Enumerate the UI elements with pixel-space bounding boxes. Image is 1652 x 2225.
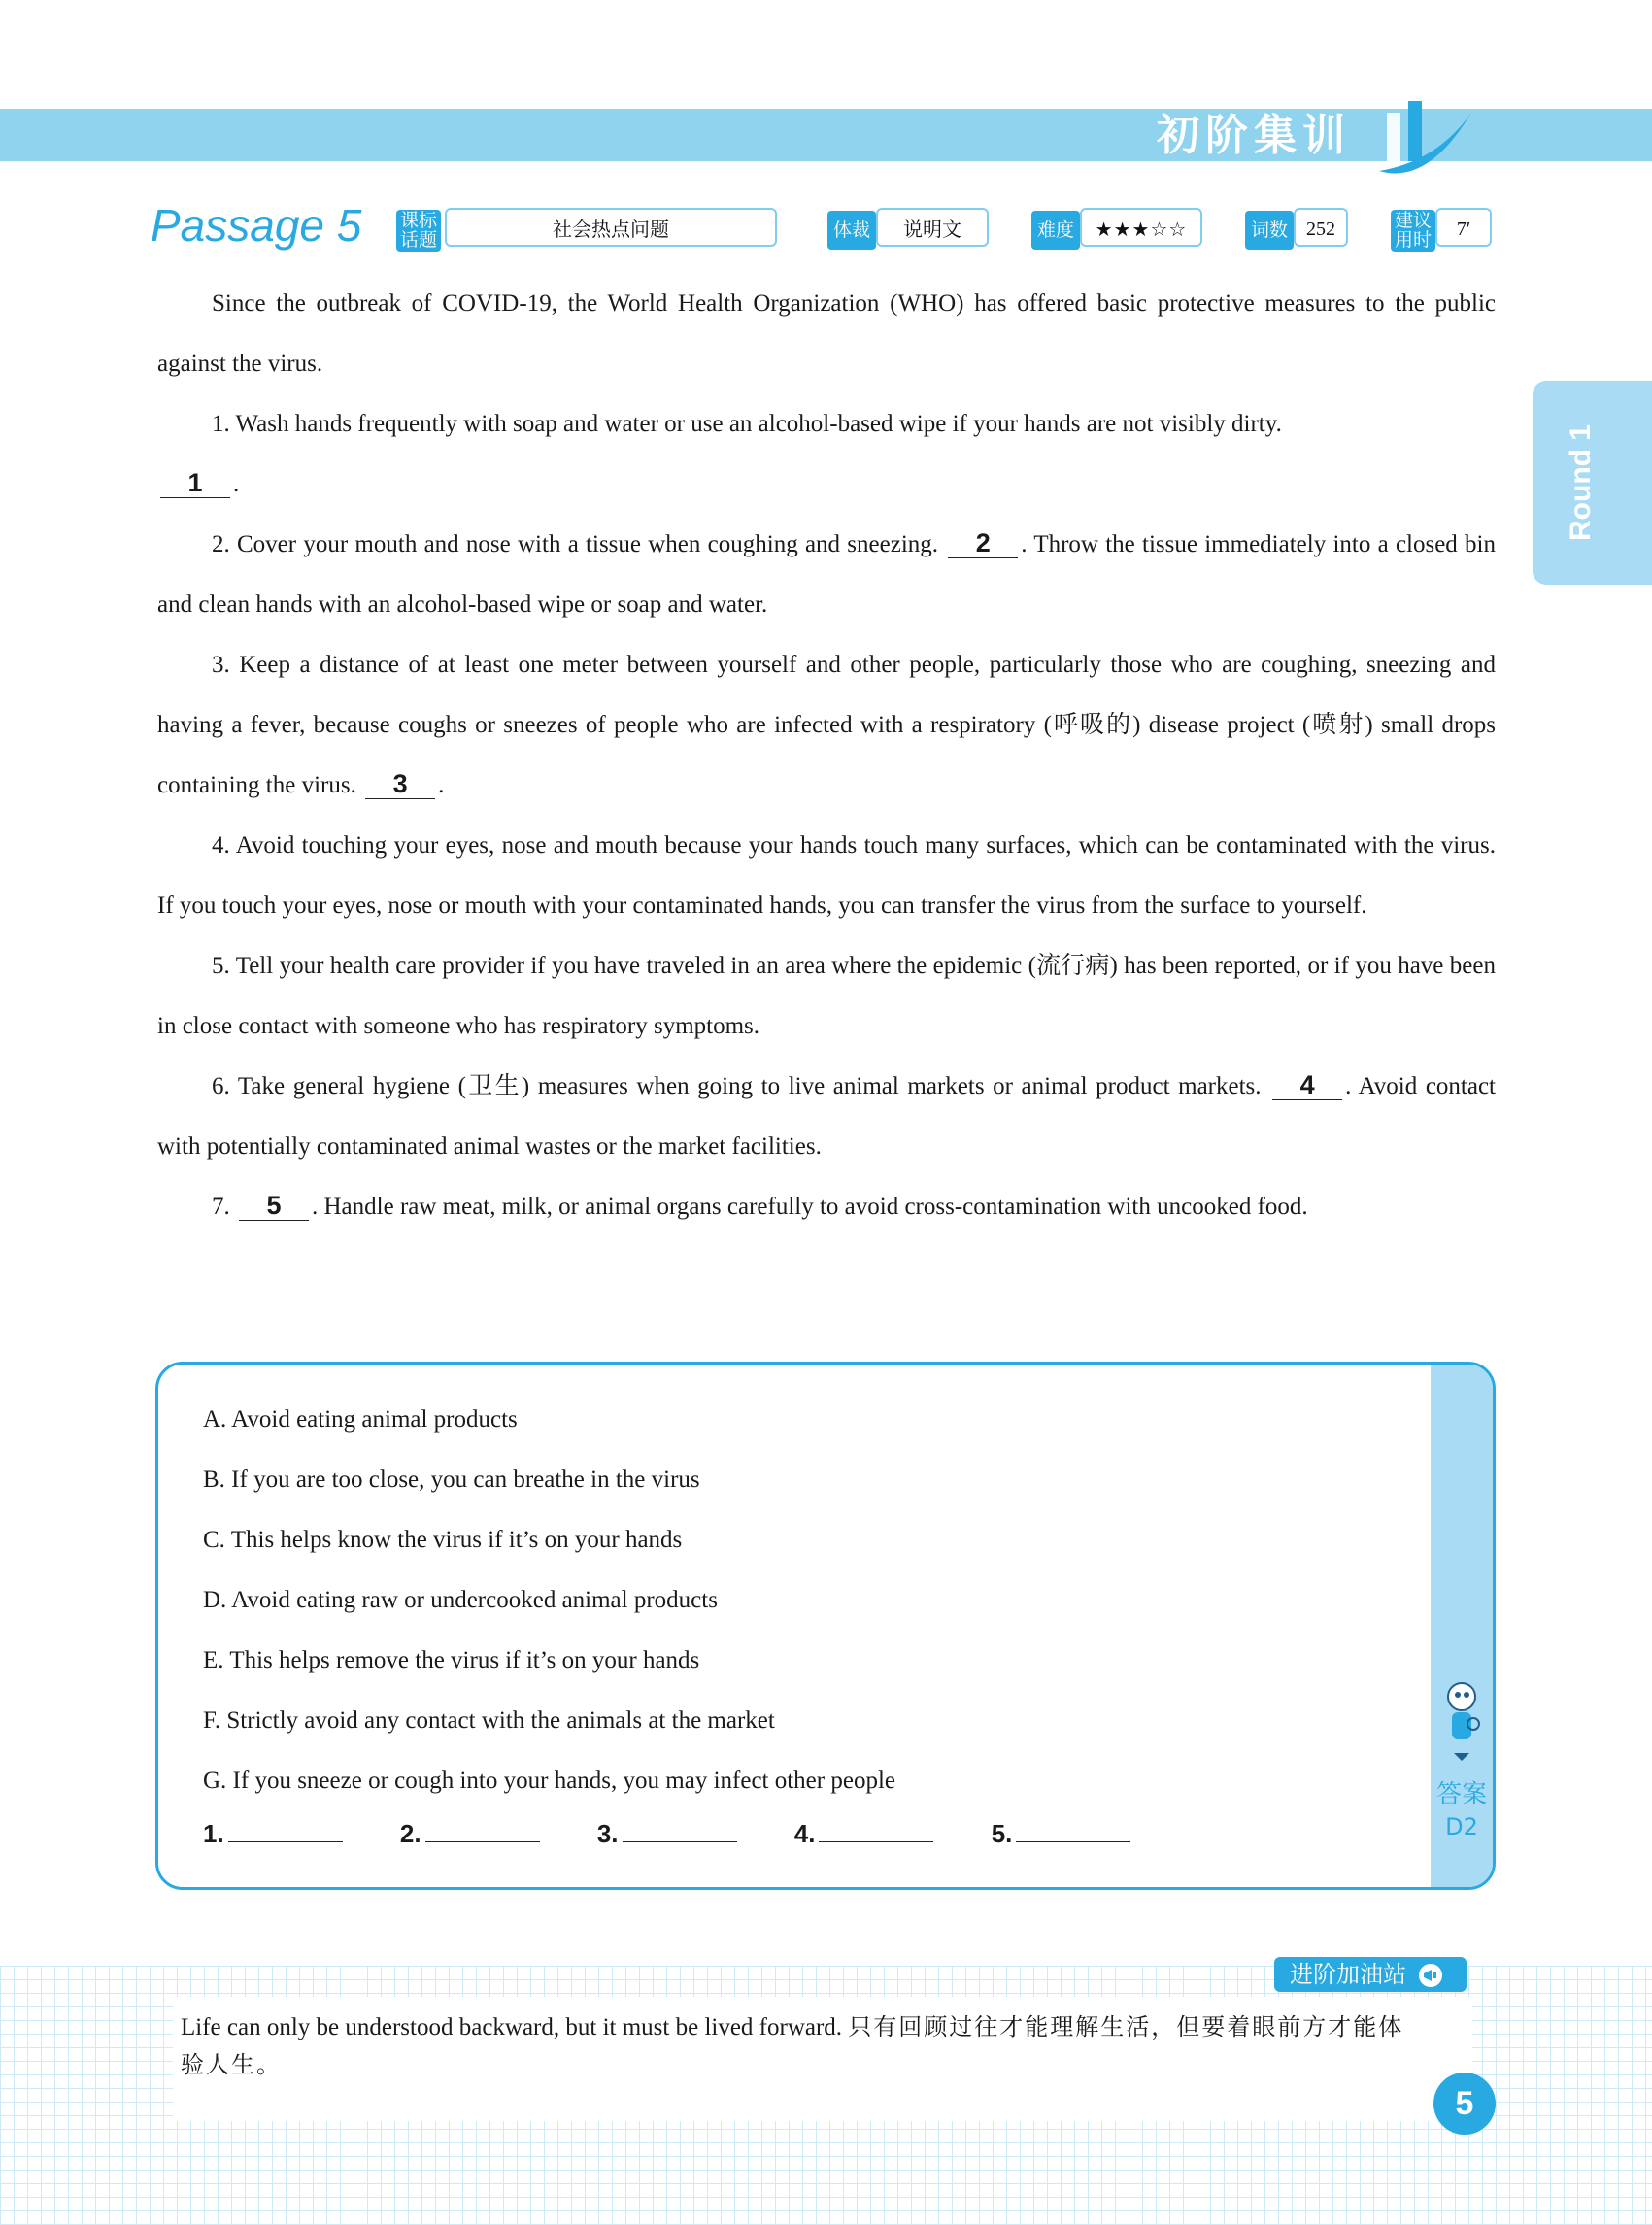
option-f: F. Strictly avoid any contact with the animals at the market	[203, 1707, 775, 1734]
answer-3[interactable]: 3.	[597, 1819, 737, 1849]
paragraph-intro: Since the outbreak of COVID-19, the World Health Organization (WHO) has offered basic protective measures to the public against the virus.	[157, 290, 1496, 377]
paragraph-1: 1. Wash hands frequently with soap and water or use an alcohol-based wipe if your hands are not visibly dirty. 1 .	[157, 394, 1496, 515]
answer-row	[203, 1819, 1181, 1849]
time-value: 7′	[1435, 208, 1492, 247]
answer-ref-label: 答案	[1435, 1780, 1487, 1809]
quote-chinese: 只有回顾过往才能理解生活，但要着眼前方才能体验人生。	[181, 2013, 1404, 2078]
option-d: D. Avoid eating raw or undercooked animal products	[203, 1587, 718, 1613]
page-number: 5	[1433, 2073, 1496, 2135]
word-count-label: 词数	[1245, 211, 1294, 250]
option-b: B. If you are too close, you can breathe in the virus	[203, 1466, 700, 1493]
paragraph-7: 7. 5 . Handle raw meat, milk, or animal organs carefully to avoid cross-contamination with uncooked food.	[212, 1191, 1308, 1220]
detective-mascot-icon	[1440, 1675, 1483, 1763]
topic-label: 课标话题	[396, 210, 441, 252]
topic-value: 社会热点问题	[445, 208, 777, 247]
quote-text	[181, 2008, 1414, 2084]
quote-badge: 进阶加油站	[1274, 1957, 1467, 1992]
time-label: 建议用时	[1391, 210, 1435, 252]
paragraph-5: 5. Tell your health care provider if you have traveled in an area where the epidemic (流行病) has been reported, or if you have been in close contact with someone who has respiratory symptoms.	[157, 953, 1496, 1039]
megaphone-icon	[1418, 1963, 1443, 1988]
genre-value: 说明文	[876, 208, 989, 247]
difficulty-stars: ★★★☆☆	[1080, 208, 1202, 247]
genre-label: 体裁	[827, 211, 876, 250]
paragraph-4: 4. Avoid touching your eyes, nose and mouth because your hands touch many surfaces, which can be contaminated with the virus. If you touch your eyes, nose or mouth with your contaminated hands, you can transfer the virus from the surface to yourself.	[157, 832, 1496, 919]
quote-english: Life can only be understood backward, but it must be lived forward.	[181, 2014, 843, 2040]
word-count-value: 252	[1294, 208, 1348, 247]
paragraph-3: 3. Keep a distance of at least one meter between yourself and other people, particularly those who are coughing, sneezing and having a fever, because coughs or sneezes of people who are infected with a respiratory (呼吸的) disease project (喷射) small drops containing the virus. 3 .	[157, 652, 1496, 798]
answer-5[interactable]: 5.	[992, 1819, 1131, 1849]
blank-2[interactable]: 2	[948, 528, 1018, 558]
paragraph-6: 6. Take general hygiene (卫生) measures when going to live animal markets or animal product markets. 4 . Avoid contact with potentially contaminated animal wastes or the market facilities.	[157, 1070, 1496, 1160]
blank-3[interactable]: 3	[365, 769, 435, 799]
round-tab-label: Round 1	[1565, 424, 1597, 541]
answer-ref-page: D2	[1445, 1813, 1478, 1840]
options-list	[203, 1390, 1368, 1811]
blank-5[interactable]: 5	[239, 1191, 309, 1221]
option-e: E. This helps remove the virus if it’s on your hands	[203, 1647, 700, 1673]
difficulty-label: 难度	[1031, 211, 1080, 250]
passage-body	[157, 274, 1496, 1237]
paragraph-2: 2. Cover your mouth and nose with a tissue when coughing and sneezing. 2 . Throw the tissue immediately into a closed bin and clean hands with an alcohol-based wipe or soap and water.	[157, 528, 1497, 618]
passage-title: Passage 5	[151, 200, 362, 251]
blank-1[interactable]: 1	[160, 468, 230, 498]
answer-4[interactable]: 4.	[794, 1819, 934, 1849]
option-a: A. Avoid eating animal products	[203, 1406, 518, 1433]
blank-4[interactable]: 4	[1272, 1070, 1342, 1100]
swoosh-logo-icon	[1379, 93, 1476, 181]
answer-1[interactable]: 1.	[203, 1819, 343, 1849]
option-g: G. If you sneeze or cough into your hands, you may infect other people	[203, 1768, 895, 1794]
banner-title: 初阶集训	[1157, 111, 1351, 160]
option-c: C. This helps know the virus if it’s on your hands	[203, 1527, 683, 1553]
answer-2[interactable]: 2.	[400, 1819, 540, 1849]
options-box	[155, 1362, 1496, 1890]
